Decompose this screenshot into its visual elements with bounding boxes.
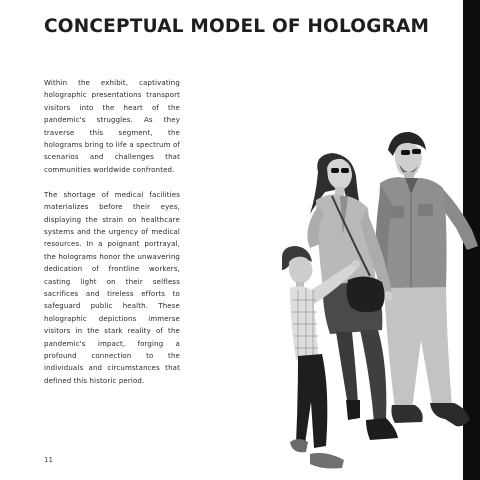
paragraph-2: The shortage of medical facilities materializes before their eyes, displaying the strain on healthcare systems and the urgency of medical resources. In a poignant portrayal, the holograms honor the unwavering dedication of frontline workers, casting light on their selfless sacrifices and tireless efforts to safeguard public health. These holographic depictions immerse visitors in the stark reality of the pandemic's impact, forging a profound connection to the individuals and circumstances that defined this historic period.: [44, 190, 180, 385]
body-text: [44, 77, 180, 400]
page-number: 11: [44, 456, 53, 464]
man-figure: [376, 132, 478, 426]
page-title: CONCEPTUAL MODEL OF HOLOGRAM: [44, 16, 430, 37]
paragraph-1: Within the exhibit, captivating holographic presentations transport visitors into the heart of the pandemic's struggles. As they traverse this segment, the holograms bring to life a spectrum of scenarios and challenges that communities worldwide confronted.: [44, 79, 180, 174]
family-photo: [270, 125, 480, 480]
